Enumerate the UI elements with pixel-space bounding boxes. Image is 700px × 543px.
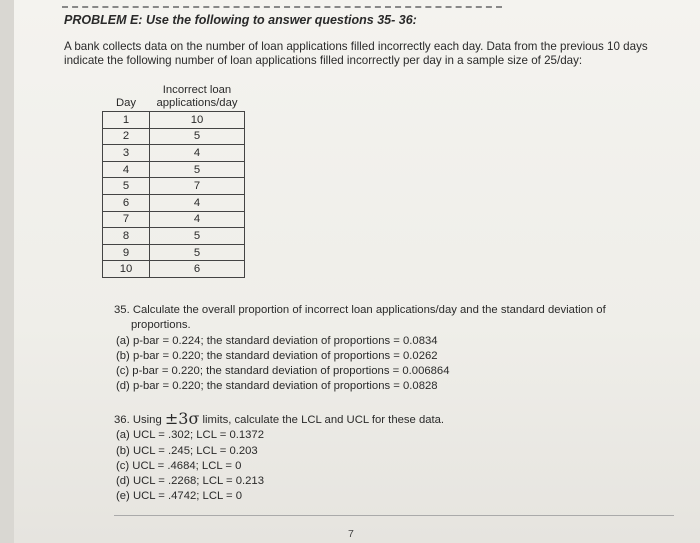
page-number: 7 [348,528,354,540]
q36-option-d[interactable]: (d) UCL = .2268; LCL = 0.213 [116,475,264,488]
value-cell: 10 [150,112,245,129]
table-row [103,261,245,278]
table-row [103,211,245,228]
table-row [103,228,245,245]
intro-paragraph: A bank collects data on the number of loan applications filled incorrectly each day. Data from the previous 10 days indicate the following number of loan applications filled incorrectly per day in a sample size of 25/day: [64,40,648,67]
q36-option-e[interactable]: (e) UCL = .4742; LCL = 0 [116,490,243,503]
header-incorrect-line2: applications/day [156,97,238,109]
question-36 [114,411,664,505]
header-day: Day [103,84,150,112]
value-cell: 4 [150,194,245,211]
q36-option-b[interactable]: (b) UCL = .245; LCL = 0.203 [116,444,258,457]
value-cell: 5 [150,128,245,145]
value-cell: 6 [150,261,245,278]
problem-heading: PROBLEM E: Use the following to answer questions 35- 36: [64,13,417,27]
table-row [103,112,245,129]
value-cell: 5 [150,161,245,178]
day-cell: 8 [103,228,150,245]
day-cell: 4 [103,161,150,178]
value-cell: 5 [150,244,245,261]
header-incorrect-line1: Incorrect loan [162,84,232,96]
table-row [103,128,245,145]
q35-prompt-line2: proportions. [131,319,191,332]
day-cell: 7 [103,211,150,228]
q35-option-c[interactable]: (c) p-bar = 0.220; the standard deviation of proportions = 0.006864 [116,365,450,378]
q36-suffix: limits, calculate the LCL and UCL for these data. [202,414,445,426]
worksheet-page [14,0,700,543]
table-row [103,178,245,195]
table-row [103,244,245,261]
value-cell: 4 [150,145,245,162]
top-dashed-rule [62,6,502,8]
question-35 [114,303,664,395]
header-incorrect [150,84,245,112]
value-cell: 5 [150,228,245,245]
q35-option-b[interactable]: (b) p-bar = 0.220; the standard deviation of proportions = 0.0262 [116,349,438,362]
day-cell: 3 [103,145,150,162]
value-cell: 4 [150,211,245,228]
q35-option-d[interactable]: (d) p-bar = 0.220; the standard deviation of proportions = 0.0828 [116,380,438,393]
table-row [103,161,245,178]
day-cell: 1 [103,112,150,129]
plus-minus-three-sigma: ±3σ [164,409,200,428]
table-row [103,194,245,211]
q36-prefix: 36. Using [114,414,162,426]
q35-option-a[interactable]: (a) p-bar = 0.224; the standard deviation of proportions = 0.0834 [116,334,438,347]
table-row [103,145,245,162]
q36-option-c[interactable]: (c) UCL = .4684; LCL = 0 [116,459,242,472]
day-cell: 5 [103,178,150,195]
day-cell: 2 [103,128,150,145]
bottom-rule [114,515,674,516]
day-cell: 9 [103,244,150,261]
q35-prompt-line1: 35. Calculate the overall proportion of incorrect loan applications/day and the standard deviation of [114,304,606,316]
value-cell: 7 [150,178,245,195]
q36-option-a[interactable]: (a) UCL = .302; LCL = 0.1372 [116,429,264,442]
day-cell: 10 [103,261,150,278]
loan-data-table [102,84,245,278]
q36-prompt [114,411,664,428]
day-cell: 6 [103,194,150,211]
